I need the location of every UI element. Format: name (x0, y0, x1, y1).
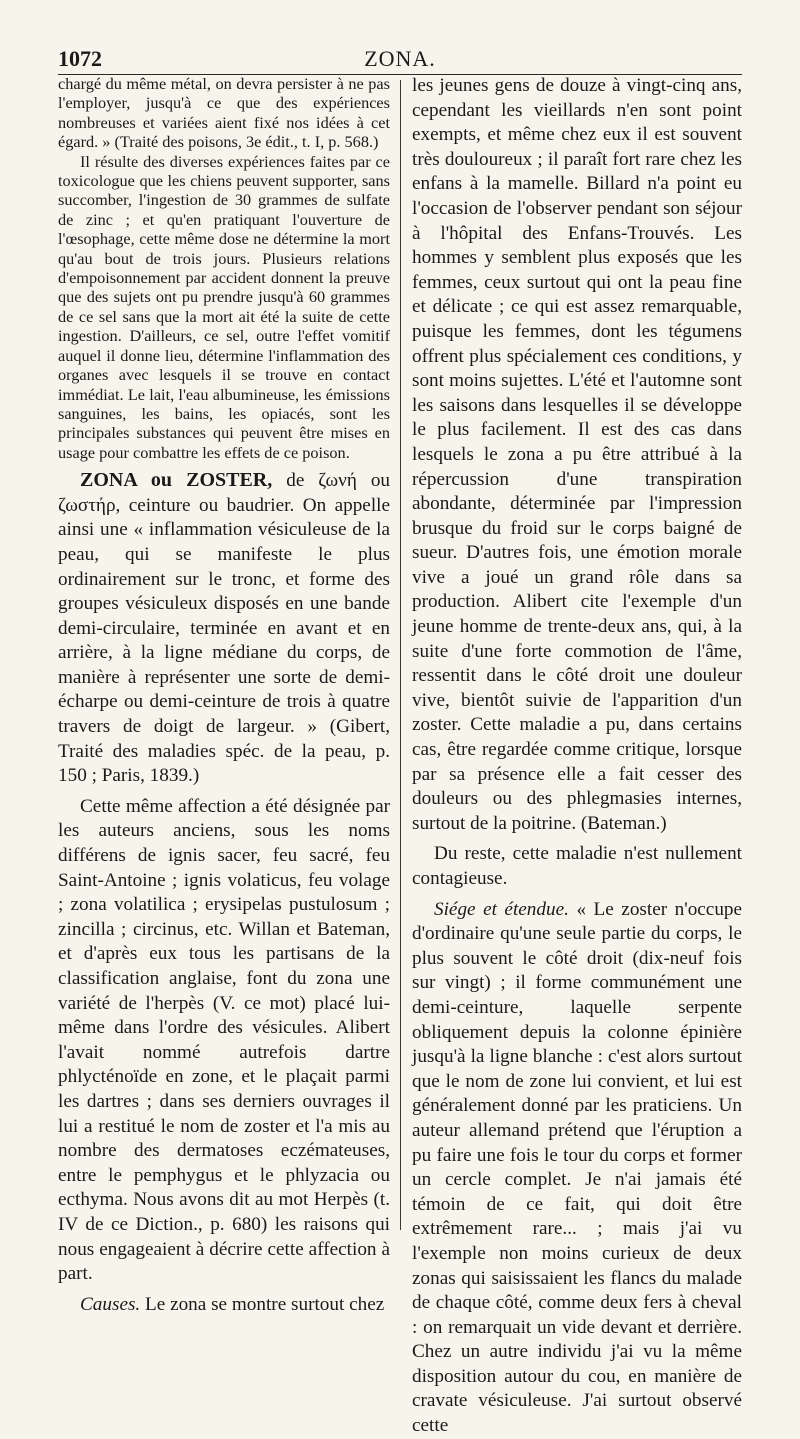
paragraph-zinc-experiments: Il résulte des diverses expériences faites par ce toxicologue que les chiens peuvent supporter, sans succomber, l'ingestion de 30 grammes de sulfate de zinc ; et qu'en pratiquant l'ouverture de l'œsophage, cette même dose ne détermine la mort qu'au bout de trois jours. Plusieurs relations d'empoisonnement par accident donnent la preuve que des sujets ont pu prendre jusqu'à 60 grammes de ce sel sans que la mort ait été la suite de cette ingestion. D'ailleurs, ce sel, outre l'effet vomitif auquel il donne lieu, détermine l'inflammation des organes avec lesquels il se trouve en contact immédiat. Le lait, l'eau albumineuse, les émissions sanguines, les bains, les opiacés, sont les principales substances qui peuvent être mises en usage pour combattre les effets de ce poison. (58, 151, 390, 462)
entry-headword: ZONA ou ZOSTER, (80, 469, 273, 492)
paragraph-contagion: Du reste, cette maladie n'est nullement contagieuse. (412, 843, 742, 889)
running-header (58, 44, 742, 75)
running-title: ZONA. (364, 46, 436, 71)
paragraph-zinc-quote-end: chargé du même métal, on devra persister à ne pas l'employer, jusqu'à ce que des expériences nombreuses et variées aient fixé nos idées à cet égard. » (Traité des poisons, 3e édit., t. I, p. 568.) (58, 74, 390, 152)
small-type-section (58, 74, 390, 462)
page-number: 1072 (58, 46, 102, 71)
section-heading-causes: Causes. (80, 1293, 141, 1315)
large-type-section (58, 468, 390, 1317)
right-column (412, 74, 743, 1437)
paragraph-siege (412, 898, 742, 1439)
causes-text: Le zona se montre surtout chez (145, 1293, 385, 1315)
column-divider (400, 80, 401, 1230)
paragraph-zona-definition (58, 468, 390, 789)
paragraph-synonyms: Cette même affection a été désignée par les auteurs anciens, sous les noms différens de ignis sacer, feu sacré, feu Saint-Antoine ; ignis volaticus, feu volage ; zona volatilica ; erysipelas pustulosum ; zincilla ; circinus, etc. Willan et Bateman, et d'après eux tous les partisans de la classification anglaise, font du zona une variété de l'herpès (V. ce mot) placé lui-même dans l'ordre des vésicules. Alibert l'avait nommé autrefois dartre phlycténoïde en zone, et le plaçait parmi les dartres ; dans ses derniers ouvrages il lui a restitué le nom de zoster et l'a mis au nombre des dermatoses eczémateuses, entre le pemphygus et le phlyzacia ou ecthyma. Nous avons dit au mot Herpès (t. IV de ce Diction., p. 680) les raisons qui nous engageaient à décrire cette affection à part. (58, 795, 390, 1285)
definition-text: de ζωνή ou ζωστήρ, ceinture ou baudrier. On appelle ainsi une « inflammation vésiculeuse de la peau, qui se manifeste le plus ordinairement sur le tronc, et forme des groupes vésiculeux disposés en une bande demi-circulaire, terminée en avant et en arrière, à la ligne médiane du corps, de manière à représenter une sorte de demi-écharpe ou demi-ceinture de trois à quatre travers de doigt de largeur. » (Gibert, Traité des maladies spéc. de la peau, p. 150 ; Paris, 1839.) (58, 470, 391, 787)
section-heading-siege: Siége et étendue. (434, 898, 569, 920)
left-column (58, 74, 391, 1315)
paragraph-causes-continued: les jeunes gens de douze à vingt-cinq ans, cependant les vieillards n'en sont point exempts, et même chez eux il est souvent très douloureux ; il paraît fort rare chez les enfans à la mamelle. Billard n'a point eu l'occasion de l'observer pendant son séjour à l'hôpital des Enfans-Trouvés. Les hommes y semblent plus exposés que les femmes, ceux surtout qui ont la peau fine et délicate ; ce qui est assez remarquable, puisque les femmes, dont les tégumens offrent plus spécialement ces conditions, y sont moins sujettes. L'été et l'automne sont les saisons dans lesquelles il se développe le plus facilement. Il est des cas dans lesquels le zona a pu être attribué à la répercussion d'une transpiration abondante, déterminée par l'impression brusque du froid sur le corps baigné de sueur. D'autres fois, une émotion morale vive a joué un grand rôle dans sa production. Alibert cite l'exemple d'un jeune homme de trente-deux ans, qui, à la suite d'une forte commotion de l'âme, ressentit dans le côté droit une douleur vive, bientôt suivie de l'apparition d'un zoster. Cette maladie a pu, dans certains cas, être regardée comme critique, lorsque par sa présence elle a fait cesser des douleurs ou des phlegmasies internes, surtout de la poitrine. (Bateman.) (412, 75, 742, 834)
siege-text: « Le zoster n'occupe d'ordinaire qu'une seule partie du corps, le plus souvent le côté droit (dix-neuf fois sur vingt) ; il forme communément une demi-ceinture, laquelle serpente obliquement depuis la colonne épinière jusqu'à la ligne blanche : c'est alors surtout que le nom de zone lui convient, et lui est généralement donné par les praticiens. Un auteur allemand prétend que l'éruption a pu faire une fois le tour du corps et former un cercle complet. Je n'ai jamais été témoin de ce fait, qui doit être extrêmement rare... ; mais j'ai vu l'exemple non moins curieux de deux zonas qui saisissaient les flancs du malade de chaque côté, comme deux fers à cheval : on remarquait un vide devant et derrière. Chez un autre individu j'ai vu la même disposition autour du cou, en manière de cravate vésiculeuse. J'ai surtout observé cette (412, 898, 743, 1437)
paragraph-causes-start (58, 1293, 390, 1318)
